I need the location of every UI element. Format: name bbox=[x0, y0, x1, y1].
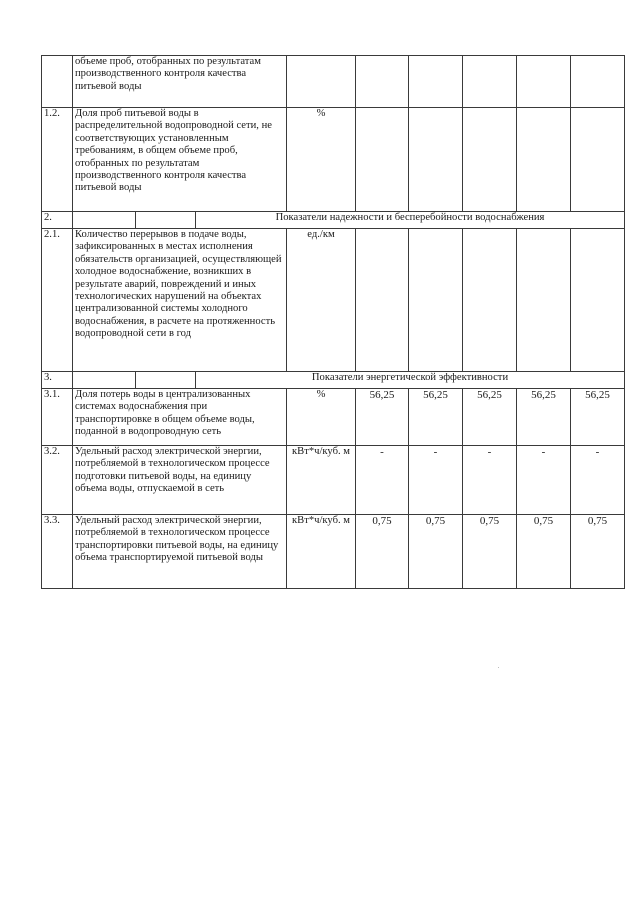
value-cell bbox=[356, 108, 409, 212]
indicator-name: Количество перерывов в подаче воды, зафиксированных в местах исполнения обязательств организацией, осуществляющей холодное водоснабжение, возникших в результате аварий, повреждений и иных технологических нарушений на объектах централизованной системы холодного водоснабжения, в расчете на протяженность водопроводной сети в год bbox=[73, 229, 287, 372]
value-cell bbox=[517, 56, 571, 108]
value-cell: - bbox=[463, 446, 517, 515]
value-cell: - bbox=[409, 446, 463, 515]
indicator-name: Доля проб питьевой воды в распределительной водопроводной сети, не соответствующих установленным требованиям, в общем объеме проб, отобранных по результатам производственного контроля качества питьевой воды bbox=[73, 108, 287, 212]
unit-cell: % bbox=[287, 389, 356, 446]
table-row-continuation bbox=[42, 56, 625, 108]
unit-cell: кВт*ч/куб. м bbox=[287, 446, 356, 515]
value-cell: 56,25 bbox=[409, 389, 463, 446]
row-number-cell bbox=[42, 56, 73, 108]
value-cell bbox=[571, 108, 625, 212]
scan-speck bbox=[498, 667, 499, 668]
table-row-3-3 bbox=[42, 515, 625, 589]
value-cell bbox=[409, 229, 463, 372]
table-row-3-2 bbox=[42, 446, 625, 515]
value-cell: 0,75 bbox=[463, 515, 517, 589]
value-cell bbox=[463, 108, 517, 212]
value-cell bbox=[517, 108, 571, 212]
table-row-3-1 bbox=[42, 389, 625, 446]
section-blank-cell bbox=[136, 212, 196, 229]
section-blank-cell bbox=[73, 212, 136, 229]
value-cell: 0,75 bbox=[517, 515, 571, 589]
indicators-table bbox=[41, 55, 625, 589]
section-header-2 bbox=[42, 212, 625, 229]
unit-cell: ед./км bbox=[287, 229, 356, 372]
table-row-1-2 bbox=[42, 108, 625, 212]
value-cell bbox=[463, 56, 517, 108]
value-cell: 56,25 bbox=[463, 389, 517, 446]
value-cell bbox=[356, 229, 409, 372]
indicator-name: Удельный расход электрической энергии, потребляемой в технологическом процессе транспортировки питьевой воды, на единицу объема транспортируемой питьевой воды bbox=[73, 515, 287, 589]
row-number: 1.2. bbox=[42, 108, 73, 212]
indicator-name: Удельный расход электрической энергии, потребляемой в технологическом процессе подготовки питьевой воды, на единицу объема воды, отпускаемой в сеть bbox=[73, 446, 287, 515]
value-cell: 56,25 bbox=[571, 389, 625, 446]
section-title: Показатели энергетической эффективности bbox=[196, 372, 625, 389]
indicator-name: объеме проб, отобранных по результатам производственного контроля качества питьевой воды bbox=[73, 56, 287, 108]
indicator-name: Доля потерь воды в централизованных системах водоснабжения при транспортировке в общем объеме воды, поданной в водопроводную сеть bbox=[73, 389, 287, 446]
value-cell bbox=[517, 229, 571, 372]
value-cell: 0,75 bbox=[571, 515, 625, 589]
section-blank-cell bbox=[136, 372, 196, 389]
value-cell bbox=[409, 56, 463, 108]
value-cell: 0,75 bbox=[356, 515, 409, 589]
unit-cell: % bbox=[287, 108, 356, 212]
row-number: 3.2. bbox=[42, 446, 73, 515]
section-title: Показатели надежности и бесперебойности водоснабжения bbox=[196, 212, 625, 229]
section-number: 3. bbox=[42, 372, 73, 389]
value-cell bbox=[356, 56, 409, 108]
value-cell bbox=[463, 229, 517, 372]
row-number: 2.1. bbox=[42, 229, 73, 372]
section-blank-cell bbox=[73, 372, 136, 389]
unit-cell bbox=[287, 56, 356, 108]
value-cell: 0,75 bbox=[409, 515, 463, 589]
value-cell: - bbox=[356, 446, 409, 515]
value-cell bbox=[571, 229, 625, 372]
table-row-2-1 bbox=[42, 229, 625, 372]
unit-cell: кВт*ч/куб. м bbox=[287, 515, 356, 589]
value-cell: - bbox=[517, 446, 571, 515]
value-cell bbox=[571, 56, 625, 108]
row-number: 3.3. bbox=[42, 515, 73, 589]
section-number: 2. bbox=[42, 212, 73, 229]
section-header-3 bbox=[42, 372, 625, 389]
value-cell: - bbox=[571, 446, 625, 515]
value-cell bbox=[409, 108, 463, 212]
row-number: 3.1. bbox=[42, 389, 73, 446]
value-cell: 56,25 bbox=[356, 389, 409, 446]
value-cell: 56,25 bbox=[517, 389, 571, 446]
